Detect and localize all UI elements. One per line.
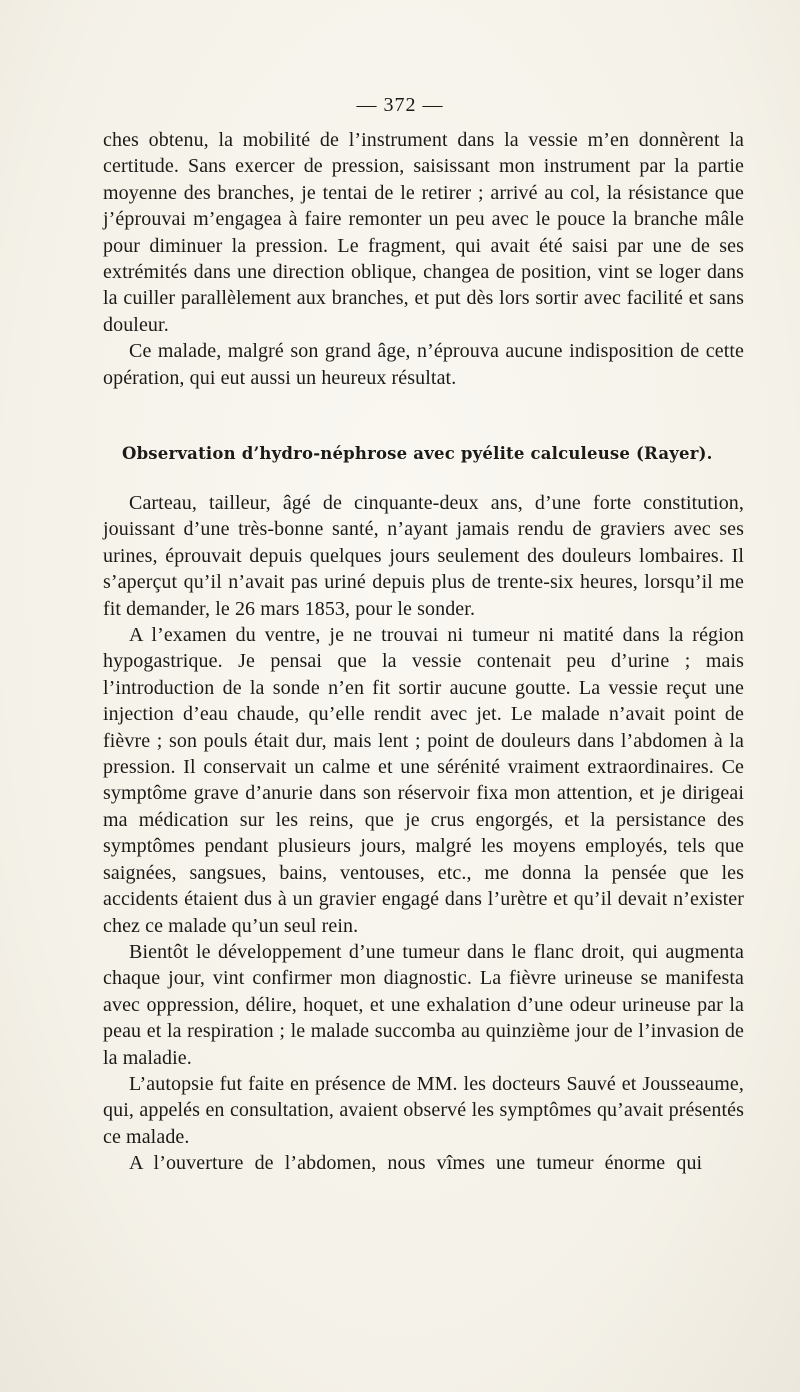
paragraph: Ce malade, malgré son grand âge, n’éprouva aucune indisposition de cette opération, qui eut aussi un heureux résultat. bbox=[103, 340, 744, 389]
observation-body bbox=[103, 490, 744, 1177]
paragraph: L’autopsie fut faite en présence de MM. les docteurs Sauvé et Jousseaume, qui, appelés en consultation, avaient observé les symptômes qu’avait présentés ce malade. bbox=[103, 1072, 744, 1148]
paragraph: A l’ouverture de l’abdomen, nous vîmes une tumeur énorme qui bbox=[129, 1152, 703, 1175]
paragraph: ches obtenu, la mobilité de l’instrument dans la vessie m’en donnèrent la certitude. Sans exercer de pression, saisissant mon instrument par la partie moyenne des branches, je tentai de le retirer ; arrivé au col, la résistance que j’éprouvai m’engagea à faire remonter un peu avec le pouce la branche mâle pour diminuer la pression. Le fragment, qui avait été saisi par une de ses extrémités dans une direction oblique, changea de position, vint se loger dans la cuiller parallèlement aux branches, et put dès lors sortir avec facilité et sans douleur. bbox=[103, 129, 744, 336]
paragraph: Carteau, tailleur, âgé de cinquante-deux ans, d’une forte constitution, jouissant d’une très-bonne santé, n’ayant jamais rendu de graviers avec ses urines, éprouvait depuis quelques jours seulement des douleurs lombaires. Il s’aperçut qu’il n’avait pas uriné depuis plus de trente-six heures, lorsqu’il me fit demander, le 26 mars 1853, pour le sonder. bbox=[103, 492, 744, 620]
page-number: — 372 — bbox=[356, 94, 444, 116]
observation-heading: Observation d’hydro-néphrose avec pyélite calculeuse (Rayer). bbox=[122, 444, 713, 463]
paragraph: A l’examen du ventre, je ne trouvai ni tumeur ni matité dans la région hypogastrique. Je pensai que la vessie contenait peu d’urine ; mais l’introduction de la sonde n’en fit sortir aucune goutte. La vessie reçut une injection d’eau chaude, qu’elle rendit avec jet. Le malade n’avait point de fièvre ; son pouls était dur, mais lent ; point de douleurs dans l’abdomen à la pression. Il conservait un calme et une sérénité vraiment extraordinaires. Ce symptôme grave d’anurie dans son réservoir fixa mon attention, et je dirigeai ma médication sur les reins, que je crus engorgés, et la persistance des symptômes pendant plusieurs jours, malgré les moyens employés, tels que saignées, sangsues, bains, ventouses, etc., me donna la pensée que les accidents étaient dus à un gravier engagé dans l’urètre et qu’il devait n’exister chez ce malade qu’un seul rein. bbox=[103, 624, 744, 937]
paragraph: Bientôt le développement d’une tumeur dans le flanc droit, qui augmenta chaque jour, vint confirmer mon diagnostic. La fièvre urineuse se manifesta avec oppression, délire, hoquet, et une exhalation d’une odeur urineuse par la peau et la respiration ; le malade succomba au quinzième jour de l’invasion de la maladie. bbox=[103, 940, 744, 1069]
section-continuation bbox=[103, 127, 744, 391]
